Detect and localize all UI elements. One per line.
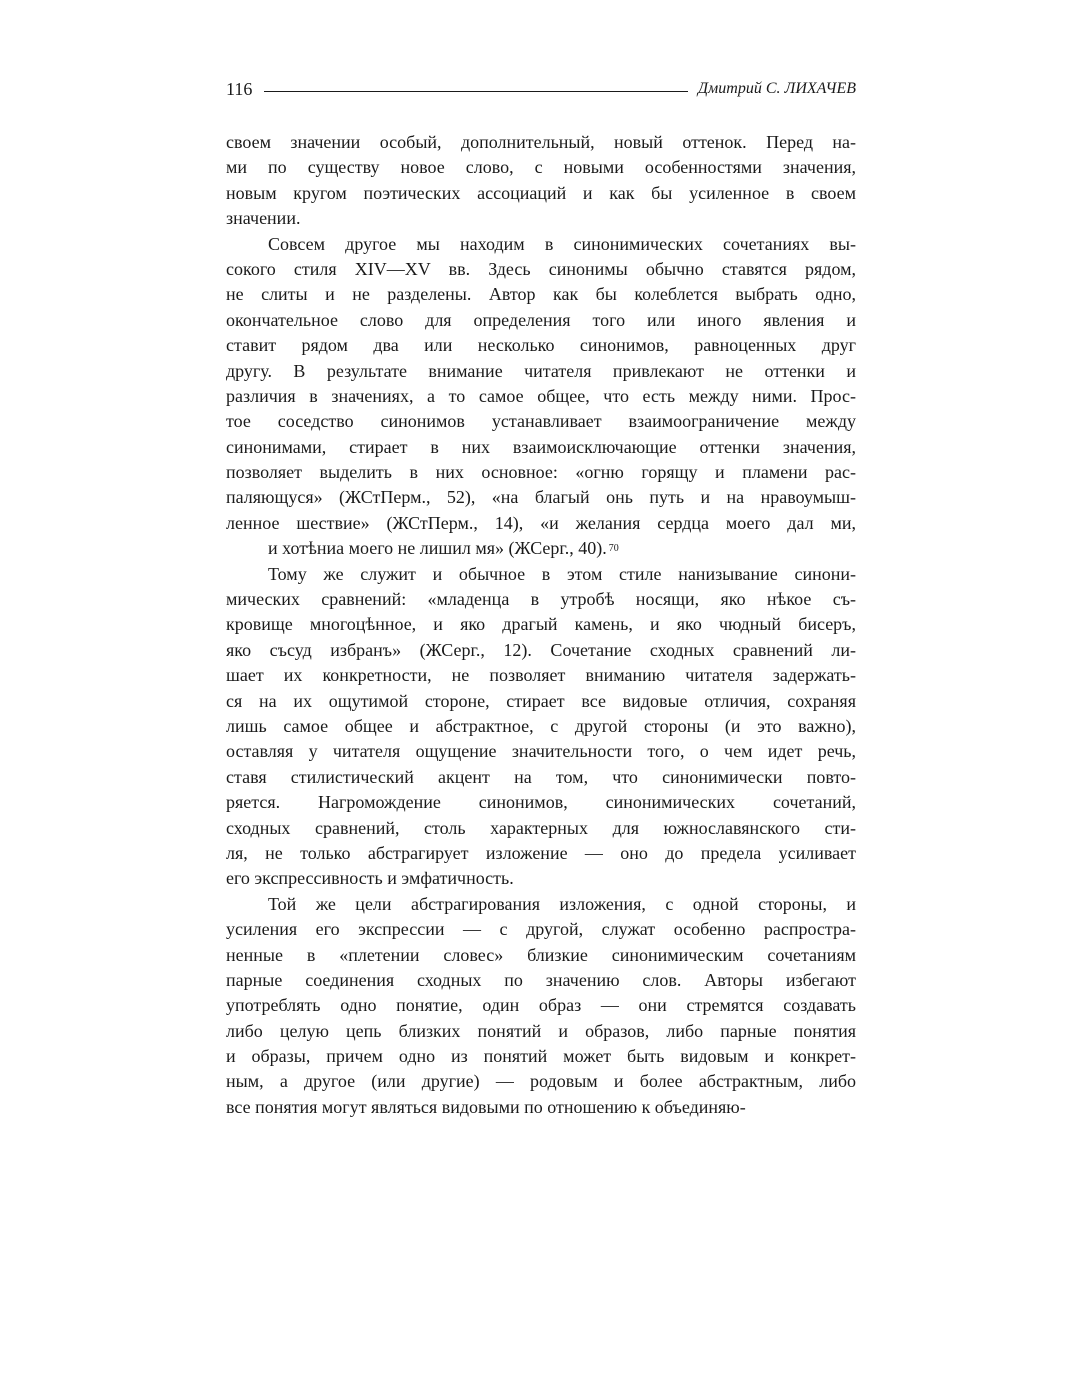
- paragraph: [226, 562, 856, 892]
- text-line: ставит рядом два или несколько синонимов, равноценных друг: [226, 335, 856, 356]
- text-line-content: и хотѣниа моего не лишил мя» (ЖСерг., 40).: [268, 538, 607, 559]
- text-line: употреблять одно понятие, один образ — они стремятся создавать: [226, 995, 856, 1016]
- text-line: новым кругом поэтических ассоциаций и как бы усиленное в своем: [226, 182, 856, 203]
- text-line: Тому же служит и обычное в этом стиле нанизывание синони-: [268, 563, 856, 584]
- text-line: Той же цели абстрагирования изложения, с одной стороны, и: [268, 893, 856, 914]
- running-title: Дмитрий С. ЛИХАЧЕВ: [697, 80, 856, 97]
- body-text: [226, 130, 856, 1120]
- paragraph: [226, 892, 856, 1121]
- text-line: его экспрессивность и эмфатичность.: [226, 868, 514, 889]
- text-line: Совсем другое мы находим в синонимических сочетаниях вы-: [268, 233, 856, 254]
- text-line: кровище многоцѣнное, и яко драгый камень, и яко чюдный бисеръ,: [226, 614, 856, 635]
- header-rule: [264, 91, 688, 92]
- text-line: окончательное слово для определения того или иного явления и: [226, 309, 856, 330]
- book-page: [226, 76, 856, 1120]
- text-line: сходных сравнений, столь характерных для южнославянского сти-: [226, 817, 856, 838]
- text-line: парные соединения сходных по значению слов. Авторы избегают: [226, 969, 856, 990]
- text-line: либо целую цепь близких понятий и образов, либо парные понятия: [226, 1020, 856, 1041]
- text-line: [226, 536, 856, 561]
- text-line: позволяет выделить в них основное: «огню горящу и пламени рас-: [226, 462, 856, 483]
- text-line: оставляя у читателя ощущение значительности того, о чем идет речь,: [226, 741, 856, 762]
- page-number: 116: [226, 79, 253, 99]
- text-line: различия в значениях, а то самое общее, что есть между ними. Прос-: [226, 385, 856, 406]
- paragraph: [226, 130, 856, 232]
- text-line: мических сравнений: «младенца в утробѣ носящи, яко нѣкое съ-: [226, 589, 856, 610]
- text-line: усиления его экспрессии — с другой, служат особенно распростра-: [226, 919, 856, 940]
- text-line: ставя стилистический акцент на том, что синонимически повто-: [226, 766, 856, 787]
- text-line: яко съсуд избранъ» (ЖСерг., 12). Сочетание сходных сравнений ли-: [226, 639, 856, 660]
- text-line: ненные в «плетении словес» близкие синонимическим сочетаниям: [226, 944, 856, 965]
- text-line: другу. В результате внимание читателя привлекают не оттенки и: [226, 360, 856, 381]
- text-line: тое соседство синонимов устанавливает взаимоограничение между: [226, 411, 856, 432]
- paragraph: [226, 232, 856, 562]
- text-line: паляющуся» (ЖСтПерм., 52), «на благый онь путь и на нравоумыш-: [226, 487, 856, 508]
- text-line: ля, не только абстрагирует изложение — оно до предела усиливает: [226, 842, 856, 863]
- text-line: сокого стиля XIV—XV вв. Здесь синонимы обычно ставятся рядом,: [226, 258, 856, 279]
- footnote-mark: 70: [608, 543, 619, 555]
- text-line: шает их конкретности, не позволяет вниманию читателя задержать-: [226, 665, 856, 686]
- text-line: ленное шествие» (ЖСтПерм., 14), «и желания сердца моего дал ми,: [226, 512, 856, 533]
- text-line: лишь самое общее и абстрактное, с другой стороны (и это важно),: [226, 715, 856, 736]
- running-head: [226, 76, 856, 102]
- text-line: и образы, причем одно из понятий может быть видовым и конкрет-: [226, 1046, 856, 1067]
- text-line: значении.: [226, 208, 301, 229]
- text-line: не слиты и не разделены. Автор как бы колеблется выбрать одно,: [226, 284, 856, 305]
- text-line: ряется. Нагромождение синонимов, синонимических сочетаний,: [226, 792, 856, 813]
- text-line: своем значении особый, дополнительный, новый оттенок. Перед на-: [226, 132, 856, 152]
- text-line: ми по существу новое слово, с новыми особенностями значения,: [226, 157, 856, 178]
- text-line: ся на их ощутимой стороне, стирает все видовые отличия, сохраняя: [226, 690, 856, 711]
- text-line: синонимами, стирает в них взаимоисключающие оттенки значения,: [226, 436, 856, 457]
- text-line: все понятия могут являться видовыми по отношению к объединяю-: [226, 1096, 746, 1117]
- text-line: ным, а другое (или другие) — родовым и более абстрактным, либо: [226, 1071, 856, 1092]
